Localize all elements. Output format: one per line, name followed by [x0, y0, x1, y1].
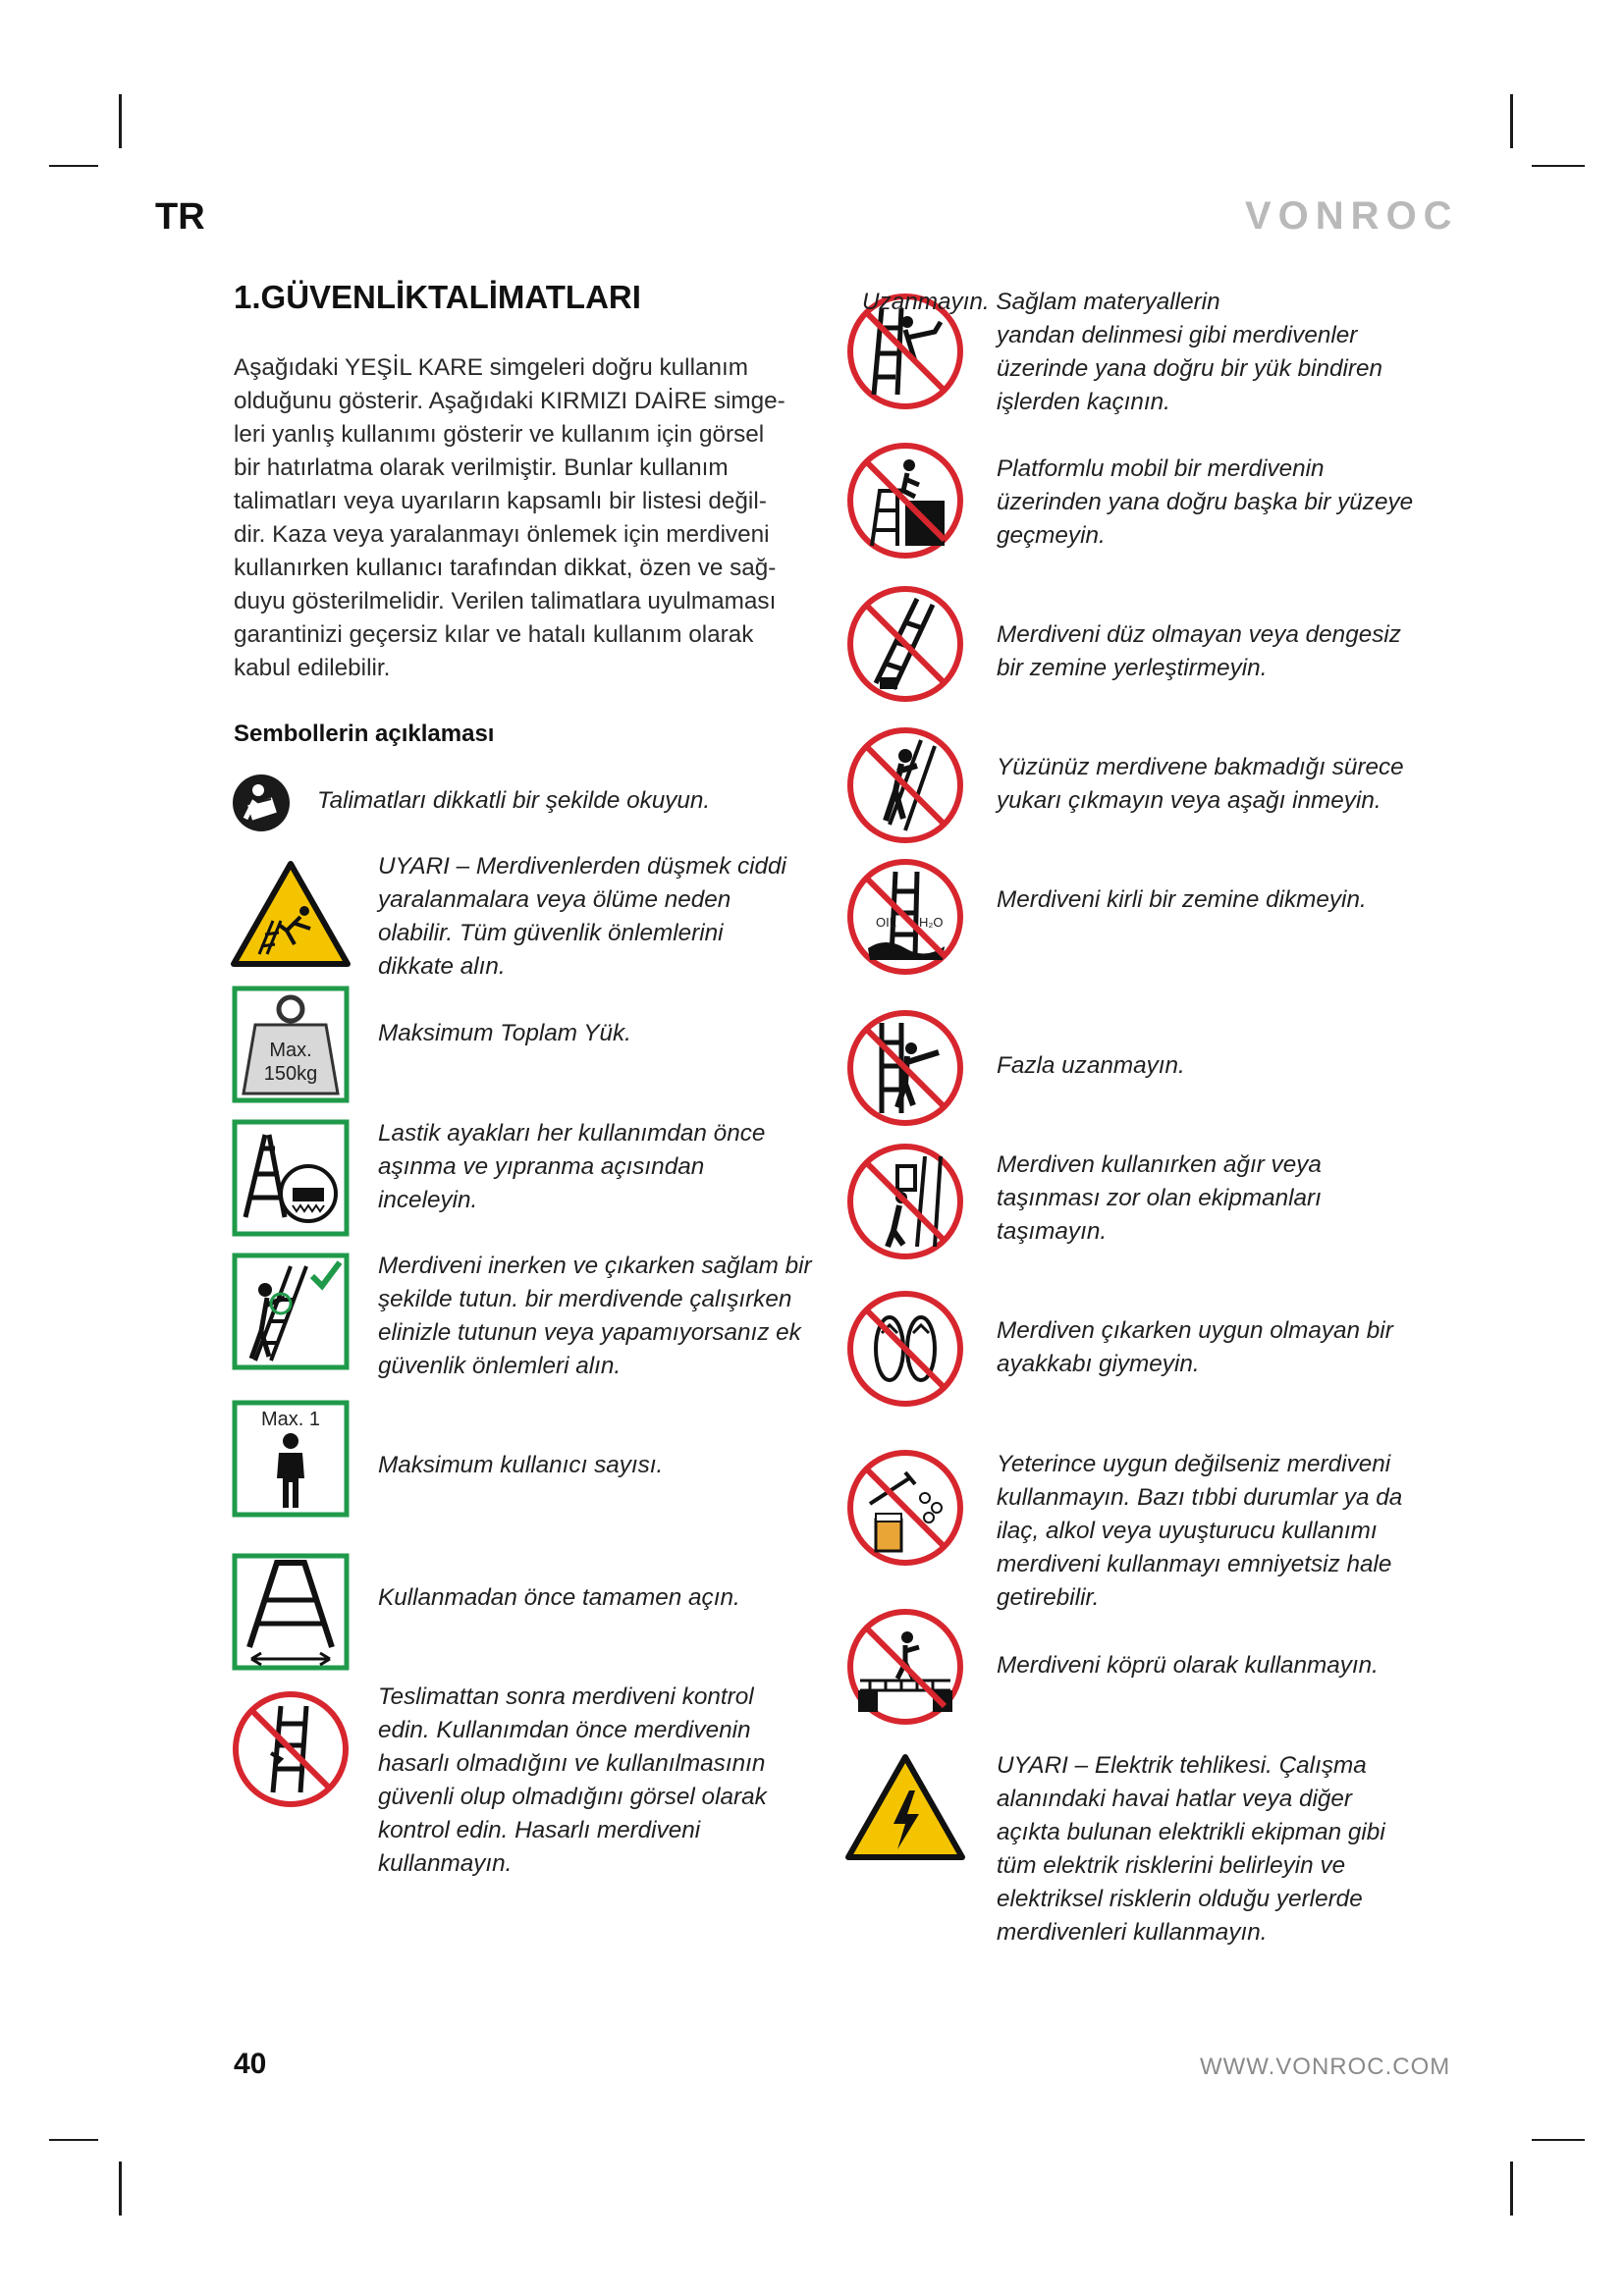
intro-line: Aşağıdaki YEŞİL KARE simgeleri doğru kullanım — [234, 354, 748, 381]
intro-line: dir. Kaza veya yaralanmayı önlemek için merdiveni — [234, 521, 770, 548]
text-line: yandan delinmesi gibi merdivenler — [997, 322, 1358, 348]
text-line: işlerden kaçının. — [997, 389, 1170, 415]
left-item-text — [378, 1681, 830, 1881]
text-line: Merdiveni inerken ve çıkarken sağlam bir — [378, 1253, 812, 1279]
no-substances-icon — [846, 1449, 964, 1567]
right-item-text — [997, 618, 1556, 685]
text-line: geçmeyin. — [997, 522, 1106, 549]
intro-line: talimatları veya uyarıların kapsamlı bir listesi değil- — [234, 488, 767, 514]
crop-mark — [119, 94, 122, 148]
crop-mark — [1510, 2162, 1513, 2216]
text-line: Lastik ayakları her kullanımdan önce — [378, 1120, 766, 1147]
text-line: merdiveni kullanmayı emniyetsiz hale — [997, 1551, 1392, 1577]
text-line: Maksimum kullanıcı sayısı. — [378, 1452, 664, 1478]
left-item-text — [378, 1117, 830, 1217]
right-item-text — [997, 1314, 1556, 1381]
text-line: UYARI – Merdivenlerden düşmek ciddi — [378, 853, 786, 880]
brand-logo: VONROC — [1245, 194, 1459, 238]
left-item-text — [317, 784, 828, 818]
text-line: Teslimattan sonra merdiveni kontrol — [378, 1683, 754, 1710]
left-item-text — [378, 1250, 839, 1383]
text-line: bir zemine yerleştirmeyin. — [997, 655, 1268, 681]
text-line: Uzanmayın. Sağlam materyallerin — [862, 289, 1220, 315]
text-line: aşınma ve yıpranma açısından — [378, 1153, 705, 1180]
max-load-icon — [232, 986, 350, 1103]
text-line: Merdiven çıkarken uygun olmayan bir — [997, 1317, 1393, 1344]
text-line: açıkta bulunan elektrikli ekipman gibi — [997, 1819, 1385, 1845]
text-line: tüm elektrik risklerini belirleyin ve — [997, 1852, 1346, 1879]
electric-warning-icon — [844, 1753, 966, 1861]
right-item-text — [997, 1148, 1556, 1249]
text-line: yaralanmalara veya ölüme neden — [378, 886, 731, 913]
no-bridge-icon — [846, 1608, 964, 1726]
crop-mark — [119, 2162, 122, 2216]
right-item-text — [997, 751, 1556, 818]
text-line: Merdiven kullanırken ağır veya — [997, 1151, 1322, 1178]
text-line: Yüzünüz merdivene bakmadığı sürece — [997, 754, 1404, 780]
crop-mark — [1510, 94, 1513, 148]
text-line: alanındaki havai hatlar veya diğer — [997, 1786, 1352, 1812]
text-line: getirebilir. — [997, 1584, 1100, 1611]
page-number: 40 — [234, 2048, 267, 2080]
text-line: kullanmayın. Bazı tıbbi durumlar ya da — [997, 1484, 1403, 1511]
text-line: üzerinde yana doğru bir yük bindiren — [997, 355, 1383, 382]
oil-label: OIL — [876, 915, 896, 930]
intro-line: kullanırken kullanıcı tarafından dikkat, özen ve sağ- — [234, 555, 777, 581]
text-line: inceleyin. — [378, 1187, 478, 1213]
text-line: edin. Kullanımdan önce merdivenin — [378, 1717, 751, 1743]
text-line: Merdiveni düz olmayan veya dengesiz — [997, 621, 1401, 648]
crop-mark — [1532, 165, 1585, 167]
text-line: kullanmayın. — [378, 1850, 513, 1877]
no-step-off-icon — [846, 442, 964, 560]
hold-ladder-icon — [232, 1253, 350, 1370]
text-line: UYARI – Elektrik tehlikesi. Çalışma — [997, 1752, 1367, 1779]
text-line: Maksimum Toplam Yük. — [378, 1020, 631, 1046]
water-label: H₂O — [919, 915, 944, 930]
no-uneven-ground-icon — [846, 585, 964, 703]
text-line: Platformlu mobil bir merdivenin — [997, 455, 1325, 482]
face-ladder-icon — [846, 726, 964, 844]
open-fully-icon — [232, 1553, 350, 1671]
right-item-text — [862, 286, 1451, 419]
text-line: şekilde tutun. bir merdivende çalışırken — [378, 1286, 792, 1312]
no-overreach-icon — [846, 1009, 964, 1127]
left-item-text — [378, 1017, 830, 1050]
text-line: merdivenleri kullanmayın. — [997, 1919, 1268, 1946]
text-line: elektriksel risklerin olduğu yerlerde — [997, 1886, 1363, 1912]
max-load-value: 150kg — [263, 1063, 318, 1085]
text-line: Merdiveni kirli bir zemine dikmeyin. — [997, 886, 1367, 913]
intro-line: leri yanlış kullanımı gösterir ve kullanım için görsel — [234, 421, 765, 448]
intro-line: duyu gösterilmelidir. Verilen talimatlara uyulmaması — [234, 588, 777, 614]
text-line: üzerinden yana doğru başka bir yüzeye — [997, 489, 1414, 515]
left-item-text — [378, 850, 830, 984]
intro-line: garantinizi geçersiz kılar ve hatalı kullanım olarak — [234, 621, 754, 648]
text-line: hasarlı olmadığını ve kullanılmasının — [378, 1750, 766, 1777]
text-line: ilaç, alkol veya uyuşturucu kullanımı — [997, 1518, 1378, 1544]
no-dirty-ground-icon — [846, 858, 964, 976]
left-item-text — [378, 1581, 830, 1615]
max-users-icon — [232, 1400, 350, 1518]
text-line: ayakkabı giymeyin. — [997, 1351, 1200, 1377]
read-manual-icon — [232, 774, 291, 832]
crop-mark — [49, 2139, 98, 2141]
right-item-text — [997, 1448, 1566, 1615]
text-line: olabilir. Tüm güvenlik önlemlerini — [378, 920, 724, 946]
intro-paragraph — [234, 351, 823, 685]
text-line: taşımayın. — [997, 1218, 1108, 1245]
symbols-subheading: Sembollerin açıklaması — [234, 721, 495, 747]
section-title: 1.GÜVENLİKTALİMATLARI — [234, 279, 641, 315]
right-item-text — [997, 883, 1556, 917]
right-item-text — [997, 453, 1556, 553]
max-users-label: Max. 1 — [260, 1409, 321, 1430]
right-item-text — [997, 1749, 1566, 1949]
intro-line: bir hatırlatma olarak verilmiştir. Bunlar kullanım — [234, 454, 729, 481]
intro-line: kabul edilebilir. — [234, 655, 391, 681]
text-line: elinizle tutunun veya yapamıyorsanız ek — [378, 1319, 801, 1346]
text-line: Talimatları dikkatli bir şekilde okuyun. — [317, 787, 711, 814]
text-line: kontrol edin. Hasarlı merdiveni — [378, 1817, 701, 1843]
website-url: WWW.VONROC.COM — [1200, 2054, 1451, 2080]
no-heavy-load-icon — [846, 1143, 964, 1260]
text-line: Merdiveni köprü olarak kullanmayın. — [997, 1652, 1379, 1679]
max-load-label: Max. — [269, 1040, 312, 1061]
crop-mark — [1532, 2139, 1585, 2141]
text-line: Yeterince uygun değilseniz merdiveni — [997, 1451, 1391, 1477]
crop-mark — [49, 165, 98, 167]
inspect-feet-icon — [232, 1119, 350, 1237]
text-line: yukarı çıkmayın veya aşağı inmeyin. — [997, 787, 1381, 814]
left-item-text — [378, 1449, 830, 1482]
damaged-ladder-icon — [232, 1690, 350, 1808]
right-item-text — [997, 1049, 1556, 1083]
fall-warning-icon — [230, 860, 352, 968]
text-line: güvenlik önlemleri alın. — [378, 1353, 622, 1379]
text-line: Kullanmadan önce tamamen açın. — [378, 1584, 740, 1611]
text-line: dikkate alın. — [378, 953, 506, 980]
no-unsuitable-shoes-icon — [846, 1290, 964, 1408]
text-line: güvenli olup olmadığını görsel olarak — [378, 1784, 767, 1810]
text-line: Fazla uzanmayın. — [997, 1052, 1185, 1079]
right-item-text — [997, 1649, 1556, 1682]
intro-line: olduğunu gösterir. Aşağıdaki KIRMIZI DAİRE simge- — [234, 388, 785, 414]
language-code: TR — [155, 196, 205, 238]
text-line: taşınması zor olan ekipmanları — [997, 1185, 1322, 1211]
